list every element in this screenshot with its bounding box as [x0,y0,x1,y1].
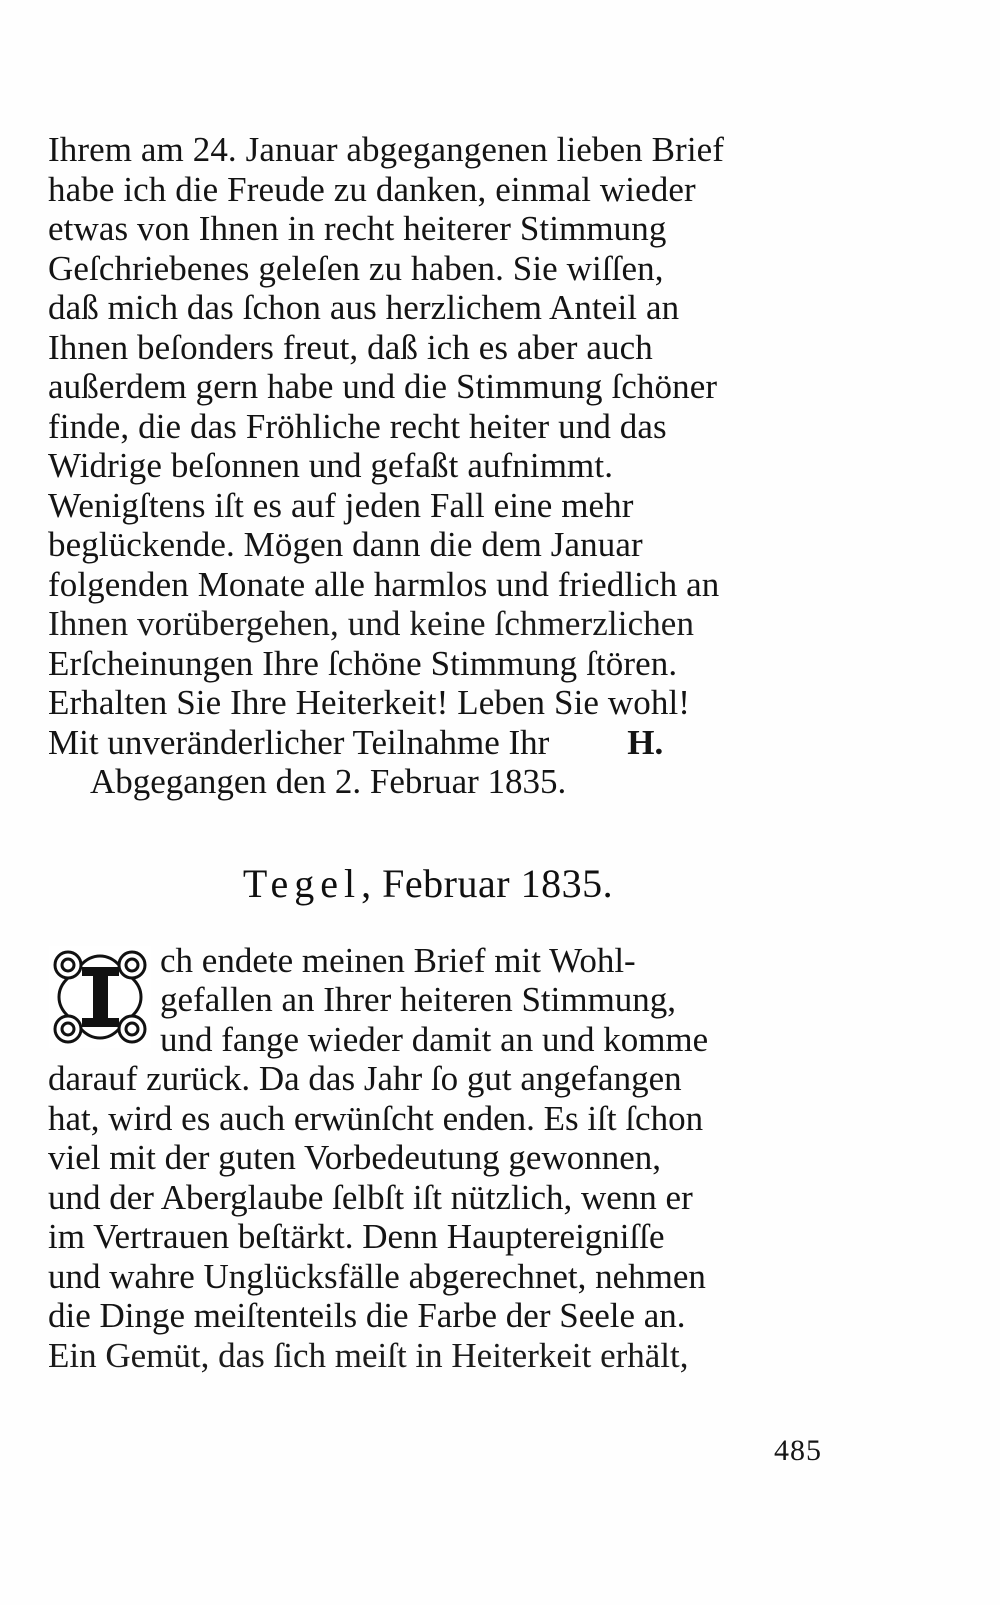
letter-dateline: Abgegangen den 2. Februar 1835. [90,762,567,801]
section-heading [48,860,808,907]
body-line: viel mit der guten Vorbedeutung gewonnen, [48,1138,662,1177]
letter-line: Widrige beſonnen und gefaßt aufnimmt. [48,446,614,485]
body-line: die Dinge meiſtenteils die Farbe der Seele an. [48,1296,686,1335]
opening-line: ch endete meinen Brief mit Wohl- [160,940,636,980]
letter-line: etwas von Ihnen in recht heiterer Stimmung [48,209,667,248]
section-date: Februar 1835. [382,860,614,906]
body-line: und der Aberglaube ſelbſt iſt nützlich, wenn er [48,1177,693,1217]
letter-line: folgenden Monate alle harmlos und friedlich an [48,564,720,604]
body-line: im Vertrauen beſtärkt. Denn Hauptereigniſſe [48,1217,665,1256]
opening-line: und fange wieder damit an und komme [160,1019,709,1059]
letter-line: außerdem gern habe und die Stimmung ſchöner [48,367,718,406]
body-line: hat, wird es auch erwünſcht enden. Es iſt ſchon [48,1098,704,1138]
letter-line: Ihnen vorübergehen, und keine ſchmerzlichen [48,604,695,643]
letter-closing [48,723,808,763]
letter-line: Wenigſtens iſt es auf jeden Fall eine mehr [48,485,634,525]
decorated-initial-I-icon [48,945,152,1049]
letter-line: Ihrem am 24. Januar abgegangenen lieben Brief [48,130,725,169]
page-content [48,130,808,1375]
letter-line: Erhalten Sie Ihre Heiterkeit! Leben Sie wohl! [48,683,691,722]
letter-line: Geſchriebenes geleſen zu haben. Sie wiſſen, [48,248,664,288]
letter-line: Ihnen beſonders freut, daß ich es aber auch [48,327,653,367]
signature-initial: H. [627,722,664,762]
letter-line: beglückende. Mögen dann die dem Januar [48,525,643,564]
letter-line: finde, die das Fröhliche recht heiter und das [48,406,667,446]
letter-two-body [48,1059,808,1375]
section-separator: , [361,860,383,906]
letter-line: habe ich die Freude zu danken, einmal wieder [48,169,696,209]
body-line: darauf zurück. Da das Jahr ſo gut angefangen [48,1059,682,1098]
body-line: Ein Gemüt, das ſich meiſt in Heiterkeit erhält, [48,1335,689,1375]
letter-line: Erſcheinungen Ihre ſchöne Stimmung ſtören. [48,643,678,683]
letter-two-opening [48,941,808,1060]
opening-line: gefallen an Ihrer heiteren Stimmung, [160,980,677,1019]
page-number: 485 [774,1434,822,1467]
letter-line: daß mich das ſchon aus herzlichem Anteil an [48,288,680,327]
body-line: und wahre Unglücksfälle abgerechnet, nehmen [48,1256,706,1296]
section-place: Tegel [242,860,362,906]
letter-one-paragraph [48,130,808,723]
closing-text: Mit unveränderlicher Teilnahme Ihr [48,722,550,762]
